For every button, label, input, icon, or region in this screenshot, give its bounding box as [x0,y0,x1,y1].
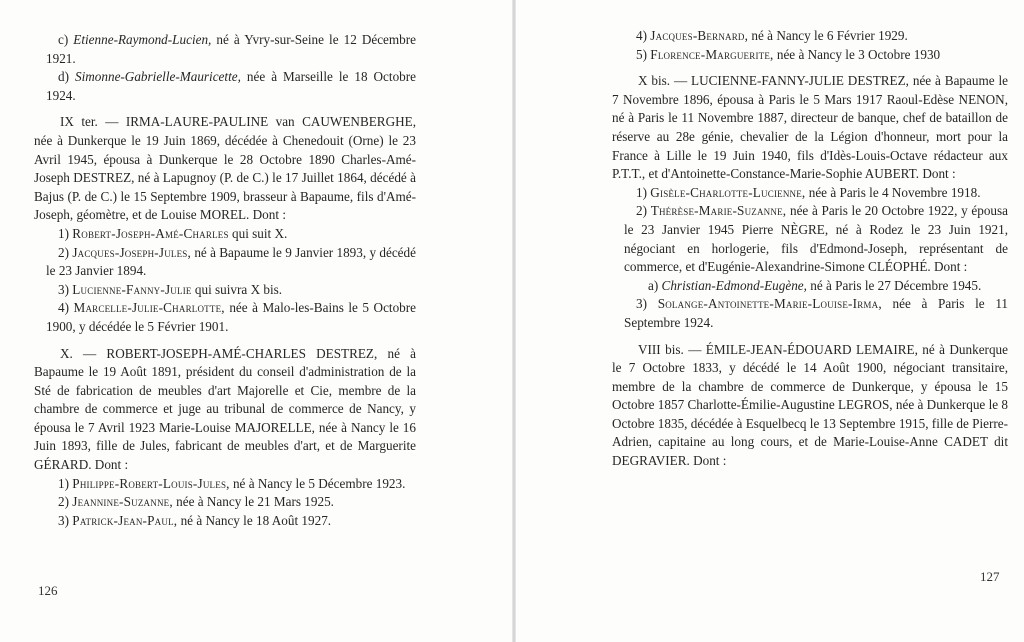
child-number: 2) [636,203,647,219]
person-name: Christian-Edmond-Eugène, [661,277,807,293]
child-name: Solange-Antoinette-Marie-Louise-Irma, [657,296,882,312]
child-name: Jeannine-Suzanne, [72,494,173,510]
child-name: Florence-Marguerite, [650,46,774,62]
entry-c-etienne [34,31,416,68]
child-text: né à Nancy le 6 Février 1929. [751,28,908,43]
child-name: Marcelle-Julie-Charlotte, [73,300,225,316]
child-number: 1) [58,475,69,491]
child-name: Gisèle-Charlotte-Lucienne, [650,184,806,200]
child-entry [34,281,416,300]
child-text: né à Nancy le 5 Décembre 1923. [232,475,406,491]
child-name: Philippe-Robert-Louis-Jules, [72,475,230,491]
child-entry [34,225,416,244]
entry-viii-bis: VIII bis. — ÉMILE-JEAN-ÉDOUARD LEMAIRE, né à Dunkerque le 7 Octobre 1833, y décédé le 14 Août 1900, négociant transitaire, membre de la chambre de commerce de Dunkerque, y épousa le 15 Octobre 1857 Charlotte-Émilie-Augustine LEGROS, née à Dunkerque le 8 Octobre 1835, décédée à Esquelbecq le 13 Septembre 1915, fille de Pierre-Adrien, capitaine au long cours, et de Marie-Louise-Anne CADET dit DEGRAVIER. Dont : [612,341,1008,469]
entry-text: née à Marseille le 18 Octobre 1924. [46,69,417,103]
child-text: née à Nancy le 3 Octobre 1930 [776,46,941,62]
child-name: Jacques-Bernard, [650,28,749,43]
child-text: née à Malo-les-Bains le 5 Octobre 1900, y décédée le 5 Février 1901. [46,300,417,334]
child-number: 5) [636,46,647,62]
person-name: Simonne-Gabrielle-Mauricette, [75,69,241,85]
child-number: 2) [58,244,69,260]
left-page-text [34,31,416,530]
entry-text: né à Yvry-sur-Seine le 12 Décembre 1921. [46,32,417,66]
entry-d-simonne [34,68,416,105]
child-entry [612,202,1008,276]
child-entry [34,493,416,512]
entry-marker: d) [58,69,69,85]
person-name: Etienne-Raymond-Lucien, [73,32,212,47]
entry-x-bis: X bis. — LUCIENNE-FANNY-JULIE DESTREZ, née à Bapaume le 7 Novembre 1896, épousa à Paris le 5 Mars 1917 Raoul-Edèse NENON, né à Paris le 11 Novembre 1887, directeur de banque, chef de bataillon de réserve au 28e génie, chevalier de la Légion d'honneur, mort pour la France à Lille le 19 Juin 1940, fils d'Idès-Louis-Octave rédacteur aux P.T.T., et d'Antoinette-Constance-Marie-Sophie AUBERT. Dont : [612,73,1008,182]
page-number: 127 [980,569,1000,584]
child-name: Patrick-Jean-Paul, [72,512,178,528]
entry-x: X. — ROBERT-JOSEPH-AMÉ-CHARLES DESTREZ, né à Bapaume le 19 Août 1891, président du conseil d'administration de la Sté de fabrication de meubles d'art Majorelle et Cie, membre de la chambre de commerce et juge au tribunal de commerce de Nancy, y épousa le 7 Avril 1923 Marie-Louise MAJORELLE, née à Nancy le 16 Juin 1893, fille de Jules, fabricant de meubles d'art, et de Marguerite GÉRARD. Dont : [34,345,416,473]
child-name: Lucienne-Fanny-Julie [72,281,192,297]
child-entry [612,295,1008,332]
child-number: 4) [636,28,647,43]
child-text: qui suivra X bis. [194,281,283,297]
child-number: 3) [636,296,647,312]
child-entry [34,475,416,494]
right-page-text [612,27,1008,471]
child-entry [34,512,416,531]
child-text: née à Paris le 11 Septembre 1924. [624,296,1009,330]
child-name: Jacques-Joseph-Jules, [72,244,192,260]
grandchild-entry [612,277,1008,296]
entry-ix-ter: IX ter. — IRMA-LAURE-PAULINE van CAUWENBERGHE, née à Dunkerque le 19 Juin 1869, décédée à Chenedouit (Orne) le 23 Avril 1945, épousa à Dunkerque le 28 Octobre 1890 Charles-Amé-Joseph DESTREZ, né à Lapugnoy (P. de C.) le 17 Juillet 1864, décédé à Bajus (P. de C.) le 15 Septembre 1909, brasseur à Bapaume, fils d'Amé-Joseph, géomètre, et de Louise MOREL. Dont : [34,114,416,223]
child-number: 1) [636,184,647,200]
right-page [516,0,1024,642]
child-name: Robert-Joseph-Amé-Charles [72,225,229,241]
child-entry [612,27,1008,46]
child-entry [612,184,1008,203]
entry-marker: c) [58,32,69,47]
child-text: qui suit X. [232,225,288,241]
page-number: 126 [38,583,58,598]
child-text: né à Nancy le 18 Août 1927. [180,512,332,528]
child-number: 4) [58,300,69,316]
child-text: né à Bapaume le 9 Janvier 1893, y décédé le 23 Janvier 1894. [46,244,416,279]
child-number: 3) [58,512,69,528]
entry-text: né à Paris le 27 Décembre 1945. [810,277,982,293]
child-text: née à Nancy le 21 Mars 1925. [176,494,334,510]
child-number: 2) [58,494,69,510]
child-entry [34,299,416,336]
child-entry [34,244,416,281]
child-number: 3) [58,281,69,297]
entry-marker: a) [648,277,659,293]
child-entry [612,46,1008,65]
child-number: 1) [58,225,69,241]
child-text: née à Paris le 20 Octobre 1922, y épousa le 23 Janvier 1945 Pierre NÈGRE, né à Rodez le 23 Juin 1921, négociant en horlogerie, fils d'Edmond-Joseph, représentant de commerce, et d'Eugénie-Alexandrine-Simone CLÉOPHÉ. Dont : [624,203,1009,275]
child-text: née à Paris le 4 Novembre 1918. [808,184,981,200]
child-name: Thérèse-Marie-Suzanne, [650,203,787,219]
